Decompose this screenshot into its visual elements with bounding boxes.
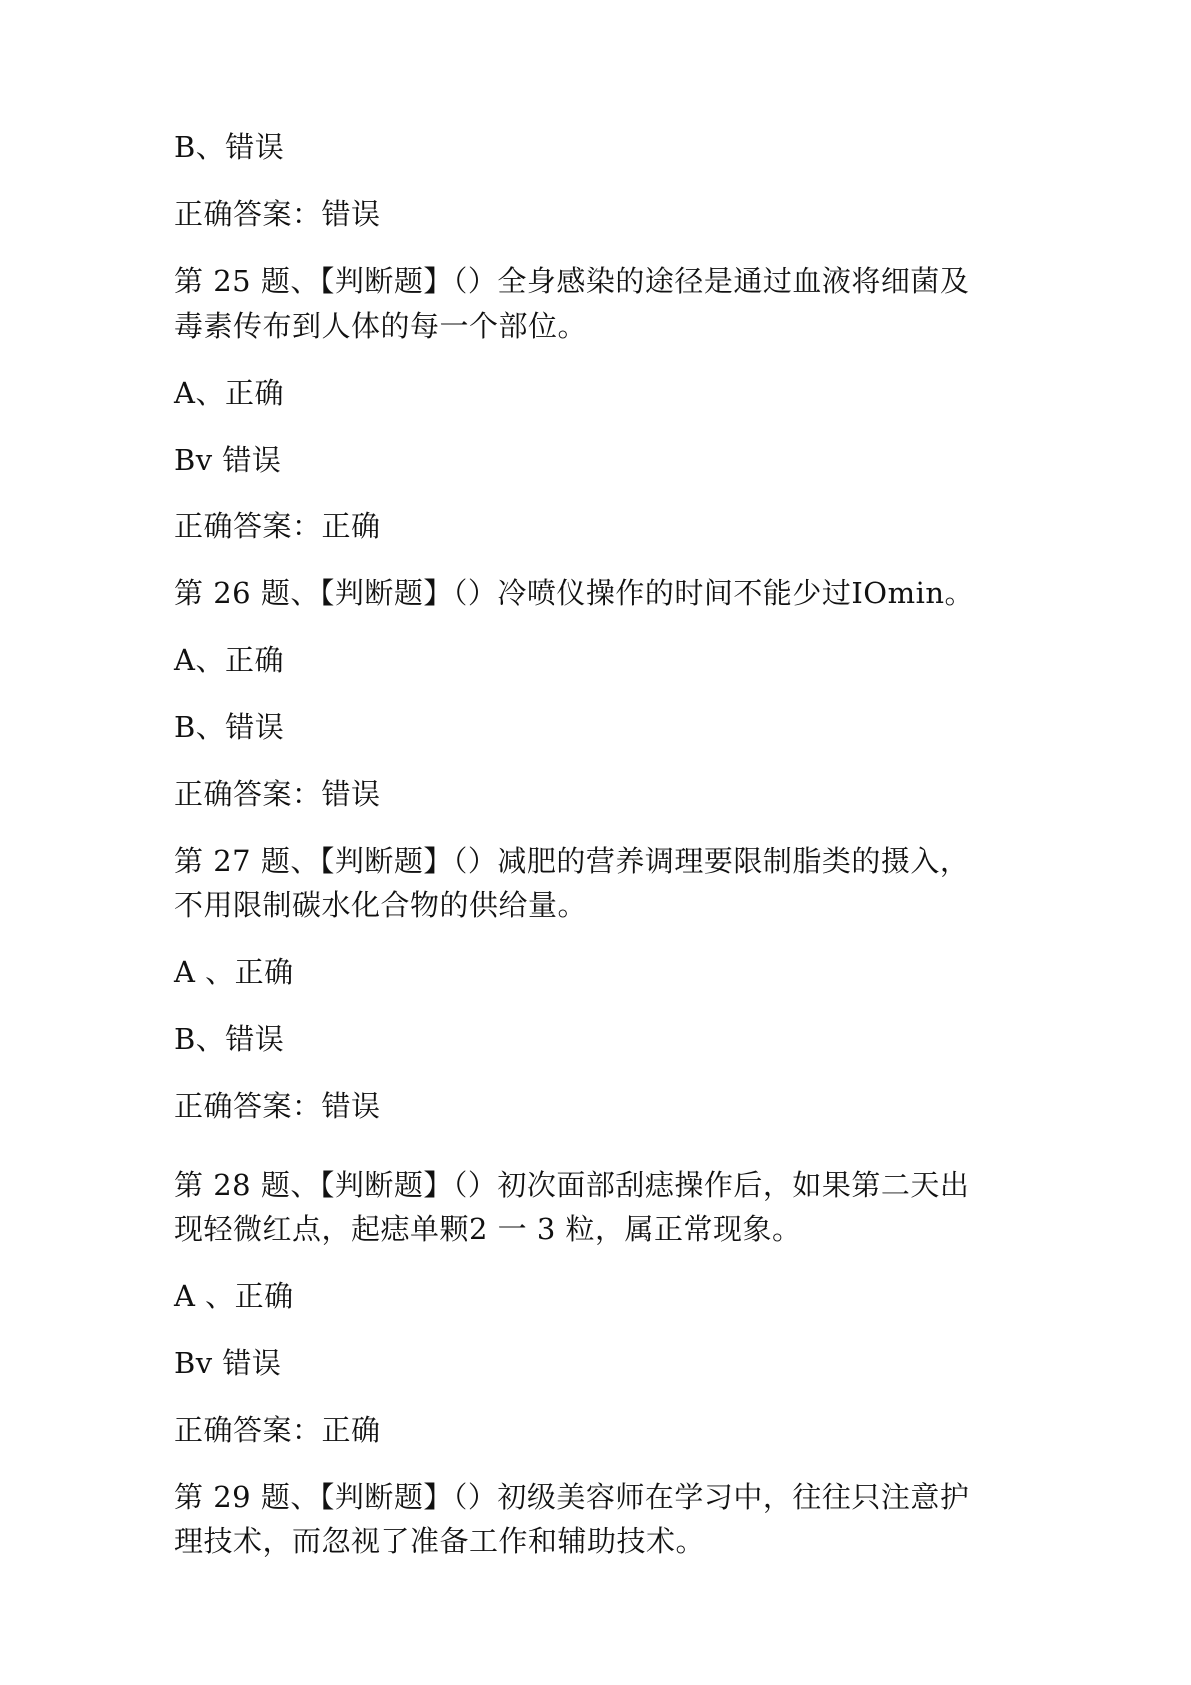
q25-answer: 正确答案：正确 (174, 509, 381, 543)
q28-option-b: Bv 错误 (174, 1346, 282, 1380)
q29-question-line-1: 第 29 题、【判断题】（）初级美容师在学习中，往往只注意护 (174, 1480, 970, 1514)
q28-option-a: A 、正确 (174, 1279, 294, 1313)
q26-question-line-1: 第 26 题、【判断题】（）冷喷仪操作的时间不能少过IOmin。 (174, 576, 975, 610)
q27-option-a: A 、正确 (174, 955, 294, 989)
q26-answer: 正确答案：错误 (174, 777, 381, 811)
q25-question-line-2: 毒素传布到人体的每一个部位。 (174, 309, 588, 343)
q25-option-b: Bv 错误 (174, 443, 282, 477)
q28-question-line-1: 第 28 题、【判断题】（）初次面部刮痣操作后，如果第二天出 (174, 1168, 970, 1202)
q29-question-line-2: 理技术，而忽视了准备工作和辅助技术。 (174, 1524, 706, 1558)
q28-question-line-2: 现轻微红点，起痣单颗2 一 3 粒，属正常现象。 (174, 1212, 802, 1246)
q27-question-line-1: 第 27 题、【判断题】（）减肥的营养调理要限制脂类的摄入， (174, 844, 970, 878)
q27-option-b: B、错误 (174, 1022, 285, 1056)
q24-answer: 正确答案：错误 (174, 197, 381, 231)
q26-option-b: B、错误 (174, 710, 285, 744)
q27-answer: 正确答案：错误 (174, 1089, 381, 1123)
q28-answer: 正确答案：正确 (174, 1413, 381, 1447)
q27-question-line-2: 不用限制碳水化合物的供给量。 (174, 888, 588, 922)
q25-question-line-1: 第 25 题、【判断题】（）全身感染的途径是通过血液将细菌及 (174, 264, 970, 298)
q25-option-a: A、正确 (174, 376, 284, 410)
q26-option-a: A、正确 (174, 643, 284, 677)
q24-option-b: B、错误 (174, 130, 285, 164)
